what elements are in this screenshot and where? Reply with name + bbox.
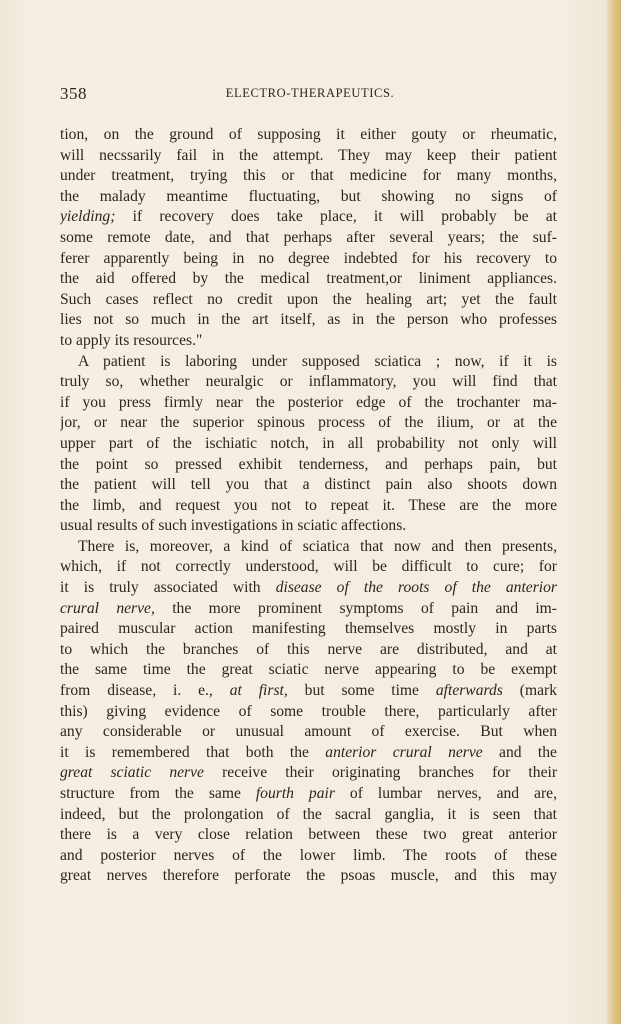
text-run: it is truly associated with xyxy=(60,579,276,597)
text-line xyxy=(60,269,557,290)
text-run: indeed, but the prolongation of the sacral ganglia, it is seen that xyxy=(60,805,557,823)
italic-text: crural nerve, xyxy=(60,599,155,617)
italic-text: disease of the roots of the anterior xyxy=(275,579,557,597)
text-run: (mark xyxy=(502,682,557,700)
text-run: structure from the same xyxy=(60,785,256,802)
text-run: Such cases reflect no credit upon the healing art; yet the fault xyxy=(60,290,557,308)
text-run: usual results of such investigations in sciatic affections. xyxy=(60,517,407,535)
text-run: to which the branches of this nerve are distributed, and at xyxy=(60,640,557,658)
text-line xyxy=(60,352,557,373)
text-line xyxy=(60,660,557,681)
text-line xyxy=(60,146,557,167)
text-line xyxy=(60,393,557,414)
text-run: and posterior nerves of the lower limb. The roots of these xyxy=(60,846,557,864)
text-run: tion, on the ground of supposing it either gouty or rheumatic, xyxy=(60,126,557,143)
text-run: There is, moreover, a kind of sciatica that now and then presents, xyxy=(78,537,557,555)
running-head: ELECTRO-THERAPEUTICS. xyxy=(225,86,395,100)
text-run: there is a very close relation between these two great anterior xyxy=(60,826,557,844)
text-line xyxy=(60,249,557,270)
text-run: upper part of the ischiatic notch, in all probability not only will xyxy=(60,434,557,452)
text-line xyxy=(60,475,557,496)
text-run: jor, or near the superior spinous process of the ilium, or at the xyxy=(60,414,557,432)
text-run: it is remembered that both the xyxy=(60,743,326,761)
text-line xyxy=(60,681,557,702)
text-run: from disease, i. e., xyxy=(60,682,230,700)
text-run: this) giving evidence of some trouble there, particularly after xyxy=(60,702,557,720)
italic-text: yielding; xyxy=(60,208,116,226)
text-run: any considerable or unusual amount of exercise. But when xyxy=(60,723,557,741)
text-run: to apply its resources." xyxy=(60,331,203,349)
text-run: if you press firmly near the posterior edge of the trochanter ma- xyxy=(60,393,557,411)
text-run: the point so pressed exhibit tenderness, and perhaps pain, but xyxy=(60,455,557,473)
text-line xyxy=(60,496,557,517)
text-line xyxy=(60,722,557,743)
text-line xyxy=(60,290,557,311)
text-run: lies not so much in the art itself, as in the person who professes xyxy=(60,311,557,329)
text-line xyxy=(60,228,557,249)
text-line xyxy=(60,166,557,187)
text-line xyxy=(60,743,557,764)
text-run: paired muscular action manifesting themselves mostly in parts xyxy=(60,620,557,638)
text-run: great nerves therefore perforate the psoas muscle, and this may xyxy=(60,867,557,885)
text-line xyxy=(60,805,557,826)
text-run: but some time xyxy=(287,682,436,700)
text-run: of lumbar nerves, and are, xyxy=(334,785,557,802)
text-run: will necssarily fail in the attempt. They may keep their patient xyxy=(60,146,557,164)
italic-text: afterwards xyxy=(435,682,503,700)
page-header xyxy=(60,84,560,106)
text-run: the same time the great sciatic nerve appearing to be exempt xyxy=(60,661,557,679)
text-run: under treatment, trying this or that medicine for many months, xyxy=(60,167,557,185)
text-line xyxy=(60,455,557,476)
text-run: if recovery does take place, it will probably be at xyxy=(115,208,557,226)
text-line xyxy=(60,825,557,846)
text-run: some remote date, and that perhaps after several years; the suf- xyxy=(60,228,557,246)
italic-text: fourth pair xyxy=(255,785,335,802)
text-run: the more prominent symptoms of pain and im- xyxy=(154,599,557,617)
italic-text: anterior crural nerve xyxy=(325,743,483,761)
text-line xyxy=(60,846,557,867)
text-line xyxy=(60,372,557,393)
text-line xyxy=(60,516,557,537)
italic-text: at first, xyxy=(229,682,288,700)
text-line xyxy=(60,537,557,558)
text-run: truly so, whether neuralgic or inflammatory, you will find that xyxy=(60,373,557,391)
text-line xyxy=(60,125,557,146)
text-run: which, if not correctly understood, will be difficult to cure; for xyxy=(60,558,557,576)
text-run: and the xyxy=(482,743,557,761)
text-line xyxy=(60,331,557,352)
text-line xyxy=(60,763,557,784)
text-run: ferer apparently being in no degree indebted for his recovery to xyxy=(60,249,557,267)
text-line xyxy=(60,866,557,887)
text-line xyxy=(60,557,557,578)
text-line xyxy=(60,413,557,434)
body-text xyxy=(60,125,557,887)
text-line xyxy=(60,640,557,661)
text-run: receive their originating branches for their xyxy=(203,764,557,782)
text-run: the patient will tell you that a distinct pain also shoots down xyxy=(60,476,557,494)
text-run: the limb, and request you not to repeat it. These are the more xyxy=(60,496,557,514)
text-line xyxy=(60,784,557,805)
text-line xyxy=(60,599,557,620)
text-line xyxy=(60,578,557,599)
text-line xyxy=(60,207,557,228)
text-run: the aid offered by the medical treatment,or liniment appliances. xyxy=(60,270,557,288)
text-line xyxy=(60,434,557,455)
italic-text: great sciatic nerve xyxy=(60,764,204,782)
text-run: A patient is laboring under supposed sciatica ; now, if it is xyxy=(78,352,557,370)
text-line xyxy=(60,187,557,208)
text-line xyxy=(60,310,557,331)
text-line xyxy=(60,619,557,640)
page-number: 358 xyxy=(60,84,87,103)
text-line xyxy=(60,702,557,723)
page-edge xyxy=(607,0,621,1024)
text-run: the malady meantime fluctuating, but showing no signs of xyxy=(60,187,557,205)
